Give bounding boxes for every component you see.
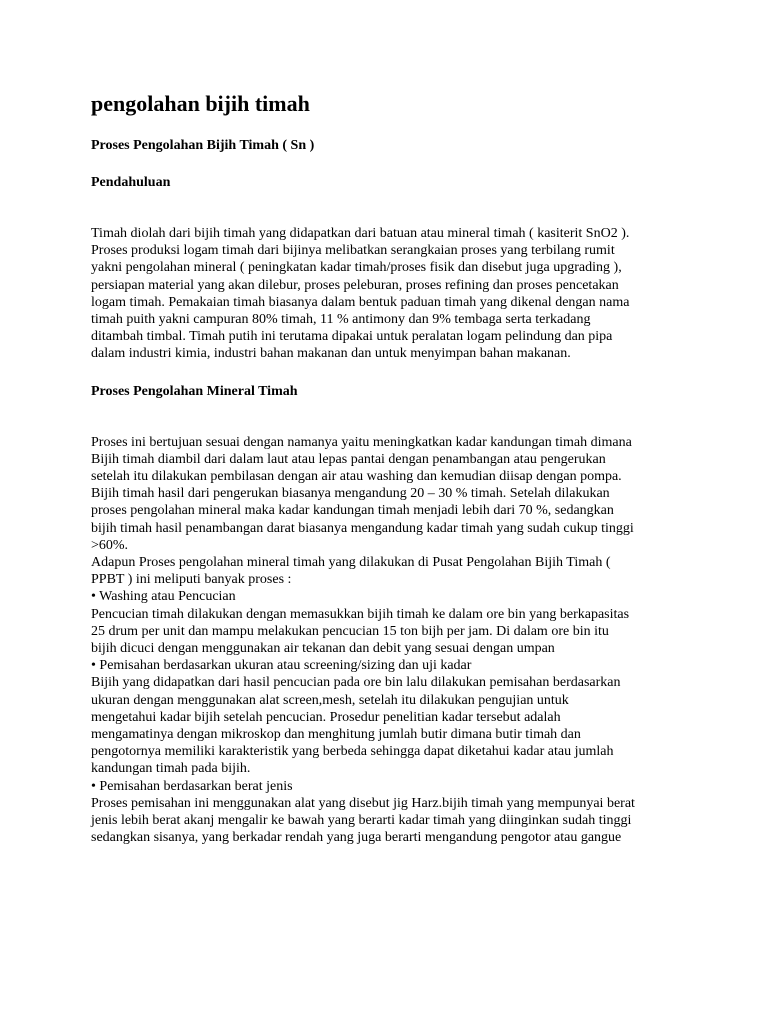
section-heading-pendahuluan: Pendahuluan (91, 175, 171, 190)
intro-paragraph: Timah diolah dari bijih timah yang didapatkan dari batuan atau mineral timah ( kasiterit SnO2 ). Proses produksi logam timah dari bijinya melibatkan serangkaian proses yang terbilang rumit yakni pengolahan mineral ( peningkatan kadar timah/proses fisik dan disebut juga upgrading ), persiapan material yang akan dilebur, proses peleburan, proses refining dan proses pencetakan logam timah. Pemakaian timah biasanya dalam bentuk paduan timah yang dikenal dengan nama timah puith yakni campuran 80% timah, 11 % antimony dan 9% tembaga serta terkadang ditambah timbal. Timah putih ini terutama dipakai untuk peralatan logam pelindung dan pipa dalam industri kimia, industri bahan makanan dan untuk menyimpan bahan makanan. (91, 226, 630, 362)
screening-paragraph: • Pemisahan berdasarkan ukuran atau screening/sizing dan uji kadar Bijih yang didapatkan dari hasil pencucian pada ore bin lalu dilakukan pemisahan berdasarkan ukuran dengan menggunakan alat screen,mesh, setelah itu dilakukan pengujian untuk mengetahui kadar bijih setelah pencucian. Prosedur penelitian kadar tersebut adalah mengamatinya dengan mikroskop dan menghitung jumlah butir dimana butir timah dan pengotornya memiliki karakteristik yang berbeda sehingga dapat diketahui kadar atau jumlah kandungan timah pada bijih. (91, 658, 621, 777)
section-heading-mineral: Proses Pengolahan Mineral Timah (91, 383, 298, 399)
washing-paragraph: • Washing atau Pencucian Pencucian timah dilakukan dengan memasukkan bijih timah ke dalam ore bin yang berkapasitas 25 drum per unit dan mampu melakukan pencucian 15 ton bijh per jam. Di dalam ore bin itu bijih dicuci dengan menggunakan air tekanan dan debit yang sesuai dengan umpan (91, 589, 630, 657)
mineral-paragraph: Proses ini bertujuan sesuai dengan namanya yaitu meningkatkan kadar kandungan timah dimana Bijih timah diambil dari dalam laut atau lepas pantai dengan penambangan atau pengerukan setelah itu dilakukan pembilasan dengan air atau washing dan kemudian diisap dengan pompa. Bijih timah hasil dari pengerukan biasanya mengandung 20 – 30 % timah. Setelah dilakukan proses pengolahan mineral maka kadar kandungan timah menjadi lebih dari 70 %, sedangkan bijih timah hasil penambangan darat biasanya mengandung kadar timah yang sudah cukup tinggi >60%. Adapun Proses pengolahan mineral timah yang dilakukan di Pusat Pengolahan Bijih Timah ( PPBT ) ini meliputi banyak proses : (91, 434, 634, 588)
page-title: pengolahan bijih timah (91, 91, 310, 116)
document-subtitle: Proses Pengolahan Bijih Timah ( Sn ) (91, 138, 315, 153)
gravity-paragraph: • Pemisahan berdasarkan berat jenis Proses pemisahan ini menggunakan alat yang disebut jig Harz.bijih timah yang mempunyai berat jenis lebih berat akanj mengalir ke bawah yang berarti kadar timah yang diinginkan sudah tinggi sedangkan sisanya, yang berkadar rendah yang juga berarti mengandung pengotor atau gangue (91, 778, 635, 846)
